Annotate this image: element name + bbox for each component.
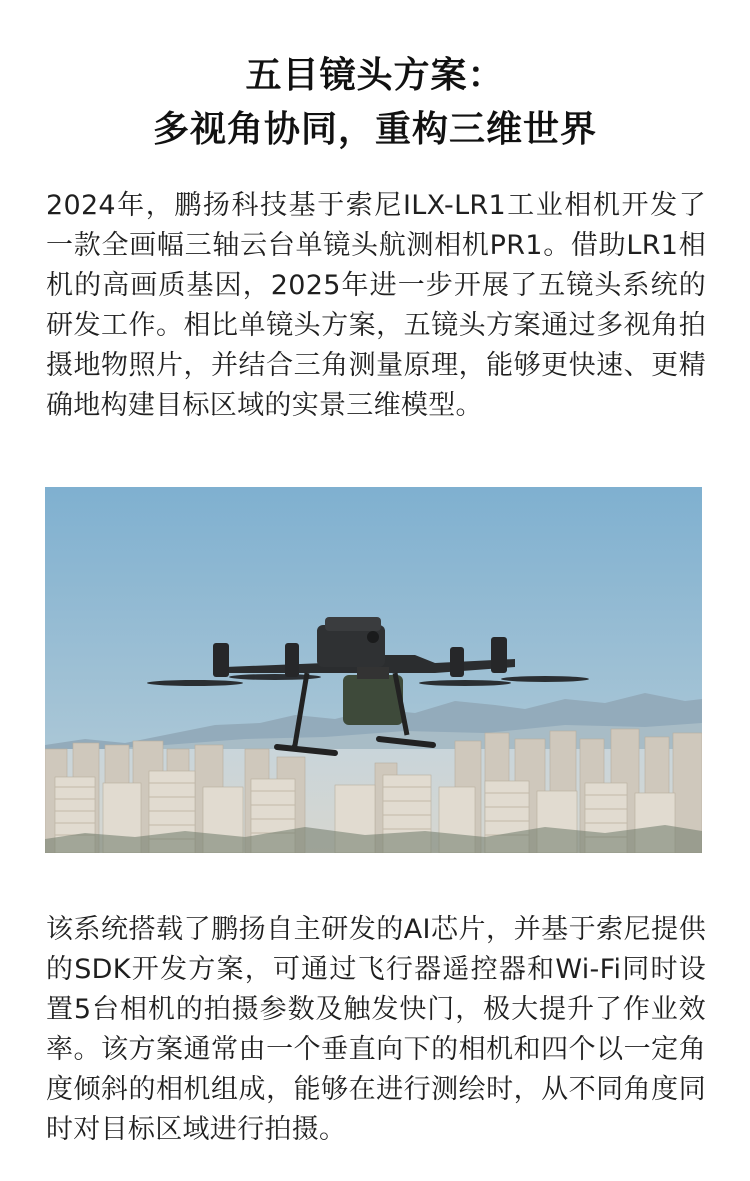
drone-over-city-illustration	[45, 487, 702, 853]
detail-paragraph: 该系统搭载了鹏扬自主研发的AI芯片，并基于索尼提供的SDK开发方案，可通过飞行器遥控器和Wi-Fi同时设置5台相机的拍摄参数及触发快门，极大提升了作业效率。该方案通常由一个垂直向下的相机和四个以一定角度倾斜的相机组成，能够在进行测绘时，从不同角度同时对目标区域进行拍摄。	[46, 914, 706, 1145]
intro-paragraph: 2024年，鹏扬科技基于索尼ILX-LR1工业相机开发了一款全画幅三轴云台单镜头航测相机PR1。借助LR1相机的高画质基因，2025年进一步开展了五镜头系统的研发工作。相比单镜头方案，五镜头方案通过多视角拍摄地物照片，并结合三角测量原理，能够更快速、更精确地构建目标区域的实景三维模型。	[46, 190, 706, 421]
page-title-line-1: 五目镜头方案：	[245, 55, 505, 96]
page-title-line-2: 多视角协同，重构三维世界	[152, 109, 597, 150]
drone-photo	[45, 487, 702, 853]
